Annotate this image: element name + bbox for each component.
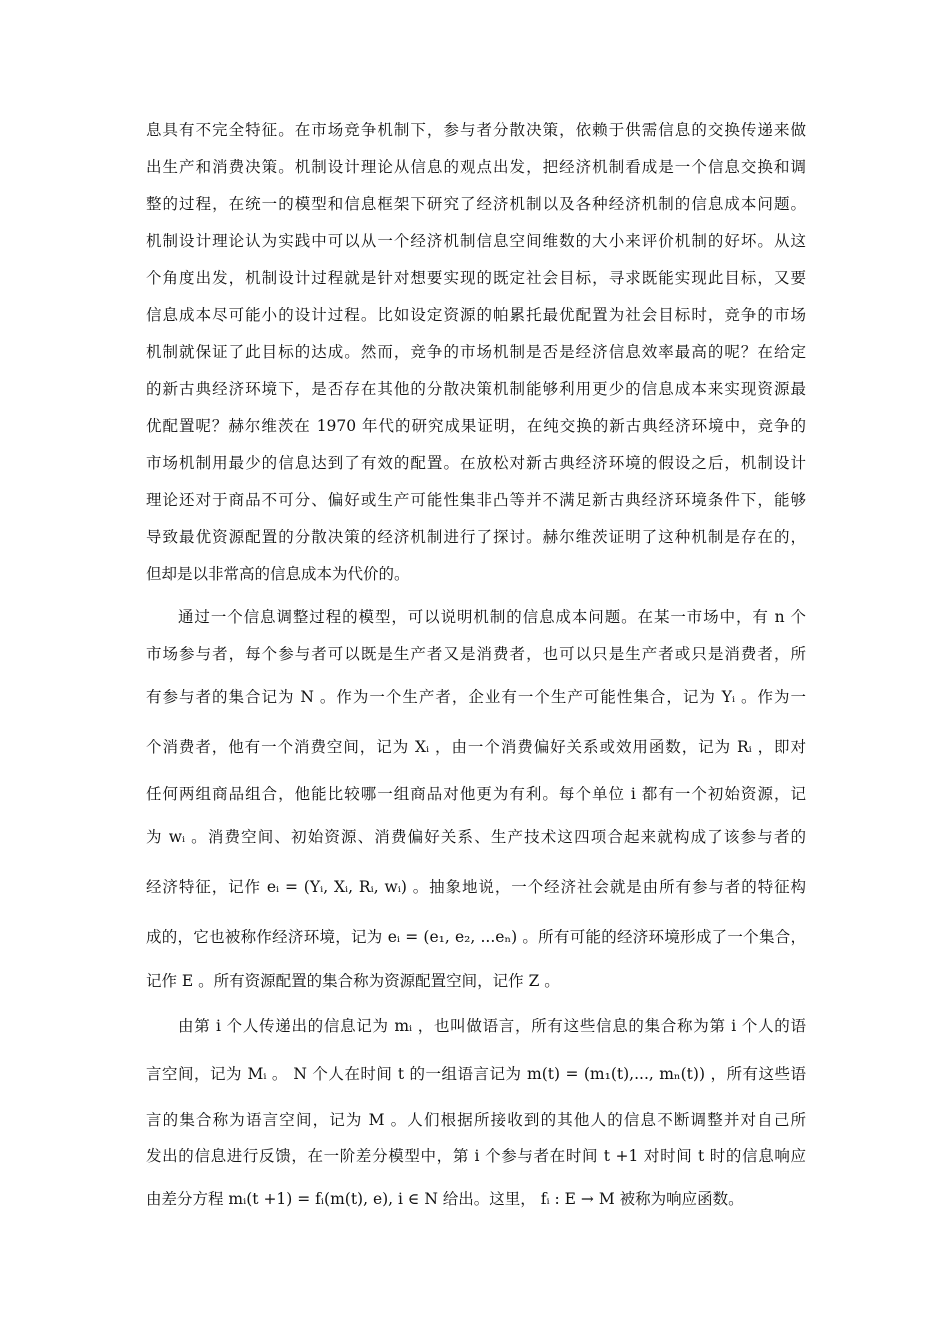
text-line: 出生产和消费决策。机制设计理论从信息的观点出发，把经济机制看成是一个信息交换和调 — [146, 158, 806, 176]
text-line: 机制设计理论认为实践中可以从一个经济机制信息空间维数的大小来评价机制的好坏。从这 — [146, 232, 806, 250]
text-line: 理论还对于商品不可分、偏好或生产可能性集非凸等并不满足新古典经济环境条件下，能够 — [146, 491, 806, 509]
text-line: 记作 E 。所有资源配置的集合称为资源配置空间，记作 Z 。 — [146, 972, 560, 990]
text-line: 通过一个信息调整过程的模型，可以说明机制的信息成本问题。在某一市场中，有 n 个 — [178, 608, 806, 626]
text-line: 市场机制用最少的信息达到了有效的配置。在放松对新古典经济环境的假设之后，机制设计 — [146, 454, 806, 472]
text-line: 信息成本尽可能小的设计过程。比如设定资源的帕累托最优配置为社会目标时，竞争的市场 — [146, 306, 806, 324]
text-line: 有参与者的集合记为 N 。作为一个生产者，企业有一个生产可能性集合，记为 Yᵢ 。作为一 — [146, 688, 806, 706]
text-line: 经济特征，记作 eᵢ = (Yᵢ, Xᵢ, Rᵢ, wᵢ) 。抽象地说，一个经济社会就是由所有参与者的特征构 — [146, 878, 806, 896]
text-line: 由第 i 个人传递出的信息记为 mᵢ ，也叫做语言，所有这些信息的集合称为第 i 个人的语 — [178, 1017, 806, 1035]
text-line: 整的过程，在统一的模型和信息框架下研究了经济机制以及各种经济机制的信息成本问题。 — [146, 195, 806, 213]
text-line: 个角度出发，机制设计过程就是针对想要实现的既定社会目标，寻求既能实现此目标，又要 — [146, 269, 806, 287]
text-line: 为 wᵢ 。消费空间、初始资源、消费偏好关系、生产技术这四项合起来就构成了该参与者的 — [146, 828, 806, 846]
text-line: 发出的信息进行反馈，在一阶差分模型中，第 i 个参与者在时间 t +1 对时间 t 时的信息响应 — [146, 1147, 806, 1165]
text-line: 导致最优资源配置的分散决策的经济机制进行了探讨。赫尔维茨证明了这种机制是存在的， — [146, 528, 806, 546]
text-line: 但却是以非常高的信息成本为代价的。 — [146, 565, 410, 583]
text-line: 市场参与者，每个参与者可以既是生产者又是消费者，也可以只是生产者或只是消费者，所 — [146, 645, 806, 663]
text-line: 息具有不完全特征。在市场竞争机制下，参与者分散决策，依赖于供需信息的交换传递来做 — [146, 121, 806, 139]
text-line: 机制就保证了此目标的达成。然而，竞争的市场机制是否是经济信息效率最高的呢？在给定 — [146, 343, 806, 361]
text-line: 言的集合称为语言空间，记为 M 。人们根据所接收到的其他人的信息不断调整并对自己所 — [146, 1111, 806, 1129]
text-line: 由差分方程 mᵢ(t +1) = fᵢ(m(t), e), i ∈ N 给出。这里， fᵢ : E → M 被称为响应函数。 — [146, 1190, 744, 1208]
text-line: 任何两组商品组合，他能比较哪一组商品对他更为有利。每个单位 i 都有一个初始资源，记 — [146, 785, 806, 803]
text-line: 个消费者，他有一个消费空间，记为 Xᵢ ，由一个消费偏好关系或效用函数，记为 Rᵢ ，即对 — [146, 738, 806, 756]
text-line: 的新古典经济环境下，是否存在其他的分散决策机制能够利用更少的信息成本来实现资源最 — [146, 380, 806, 398]
text-line: 成的，它也被称作经济环境，记为 eᵢ = (e₁, e₂, ...eₙ) 。所有可能的经济环境形成了一个集合， — [146, 928, 806, 946]
text-line: 优配置呢？赫尔维茨在 1970 年代的研究成果证明，在纯交换的新古典经济环境中，竞争的 — [146, 417, 806, 435]
text-line: 言空间，记为 Mᵢ 。 N 个人在时间 t 的一组语言记为 m(t) = (m₁(t),..., mₙ(t)) ，所有这些语 — [146, 1065, 806, 1083]
